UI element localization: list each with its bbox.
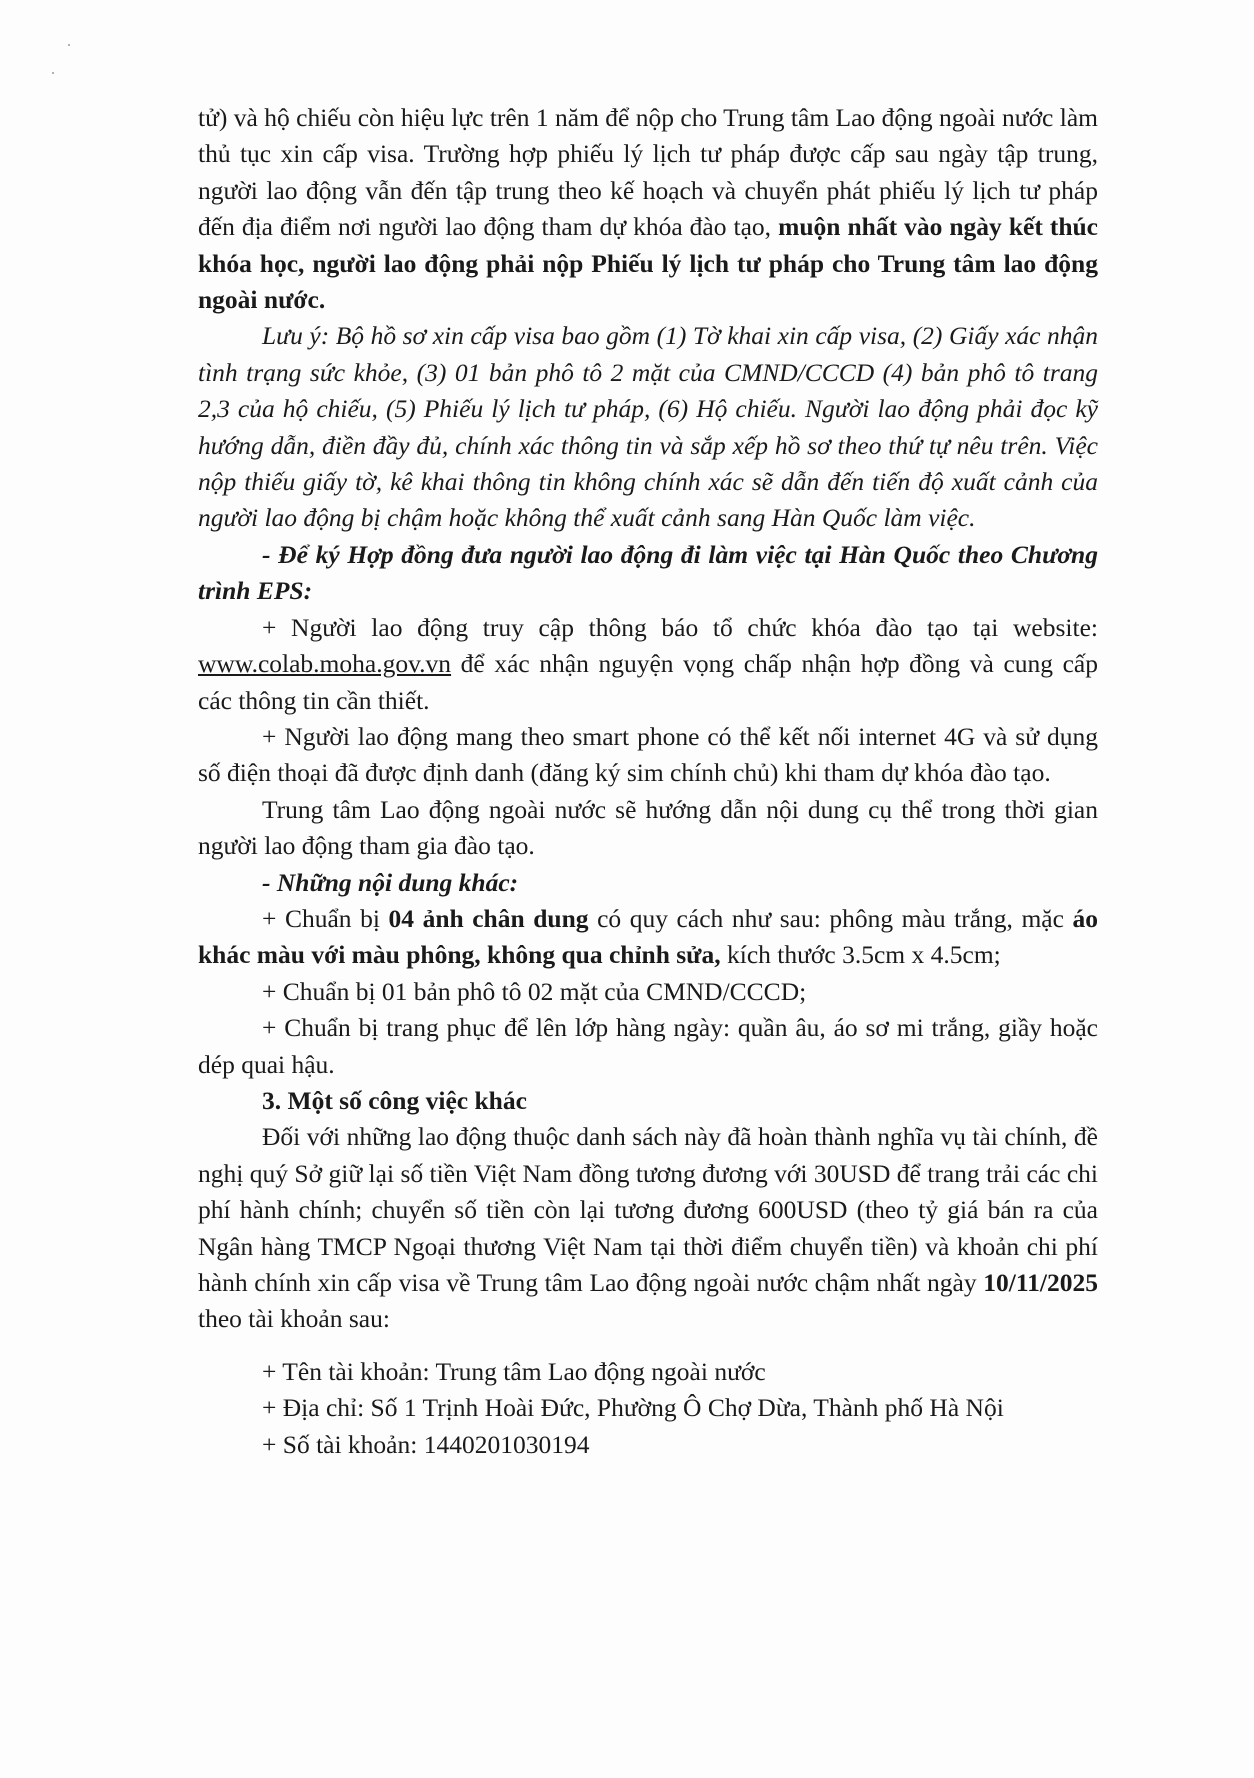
visa-note: Lưu ý: Bộ hồ sơ xin cấp visa bao gồm (1) Tờ khai xin cấp visa, (2) Giấy xác nhận tình trạng sức khỏe, (3) 01 bản phô tô 2 mặt của CMND/CCCD (4) bản phô tô trang 2,3 của hộ chiếu, (5) Phiếu lý lịch tư pháp, (6) Hộ chiếu. Người lao động phải đọc kỹ hướng dẫn, điền đầy đủ, chính xác thông tin và sắp xếp hồ sơ theo thứ tự nêu trên. Việc nộp thiếu giấy tờ, kê khai thông tin không chính xác sẽ dẫn đến tiến độ xuất cảnh của người lao động bị chậm hoặc không thể xuất cảnh sang Hàn Quốc làm việc.	[198, 321, 1098, 533]
item-text: + Chuẩn bị	[262, 903, 389, 933]
paragraph-text: tử) và hộ chiếu còn hiệu lực trên 1 năm để nộp cho Trung tâm Lao động ngoài nước làm thủ tục xin cấp visa. Trường hợp phiếu lý lịch tư pháp được cấp sau ngày tập trung, người lao động vẫn đến tập trung theo kế hoạch và chuyển phát phiếu lý lịch tư pháp đến địa điểm nơi người lao động tham dự khóa đào tạo,	[198, 103, 1098, 242]
paragraph-text: Đối với những lao động thuộc danh sách này đã hoàn thành nghĩa vụ tài chính, đề nghị quý Sở giữ lại số tiền Việt Nam đồng tương đương với 30USD để trang trải các chi phí hành chính; chuyển số tiền còn lại tương đương 600USD (theo tỷ giá bán ra của Ngân hàng TMCP Ngoại thương Việt Nam tại thời điểm chuyển tiền) và khoản chi phí hành chính xin cấp visa về Trung tâm Lao động ngoài nước chậm nhất ngày	[198, 1122, 1098, 1297]
deadline-date: 10/11/2025	[983, 1268, 1098, 1297]
paragraph-judicial-record	[198, 100, 1098, 318]
eps-item-text: để xác nhận nguyện vọng chấp nhận hợp đồng và cung cấp các thông tin cần thiết.	[198, 649, 1098, 715]
account-name: + Tên tài khoản: Trung tâm Lao động ngoài nước	[262, 1356, 766, 1386]
item-text: kích thước 3.5cm x 4.5cm;	[720, 940, 1001, 970]
eps-heading: - Để ký Hợp đồng đưa người lao động đi làm việc tại Hàn Quốc theo Chương trình EPS:	[198, 539, 1098, 606]
other-item-photos	[198, 901, 1098, 974]
guidance-paragraph: Trung tâm Lao động ngoài nước sẽ hướng dẫn nội dung cụ thể trong thời gian người lao động tham gia đào tạo.	[198, 794, 1098, 861]
item-text: có quy cách như sau: phông màu trắng, mặc	[588, 903, 1073, 933]
eps-item-website	[198, 610, 1098, 719]
other-content-heading: - Những nội dung khác:	[262, 867, 519, 897]
other-item-clothing: + Chuẩn bị trang phục để lên lớp hàng ngày: quần âu, áo sơ mi trắng, giầy hoặc dép quai hậu.	[198, 1013, 1098, 1079]
scan-speck	[52, 72, 54, 74]
eps-item-smartphone: + Người lao động mang theo smart phone có thể kết nối internet 4G và sử dụng số điện thoại đã được định danh (đăng ký sim chính chủ) khi tham dự khóa đào tạo.	[198, 721, 1098, 788]
section-3-heading: 3. Một số công việc khác	[262, 1085, 527, 1115]
item-emphasis: áo khác màu với màu phông, không qua chỉnh sửa,	[198, 903, 1099, 970]
deadline-emphasis: muộn nhất vào ngày kết thúc khóa học, người lao động phải nộp Phiếu lý lịch tư pháp cho Trung tâm lao động ngoài nước.	[198, 212, 1099, 315]
colab-website-link[interactable]: www.colab.moha.gov.vn	[198, 649, 452, 679]
document-body	[198, 100, 1098, 1463]
paragraph-text: theo tài khoản sau:	[198, 1304, 390, 1334]
eps-item-text: + Người lao động truy cập thông báo tổ chức khóa đào tạo tại website:	[262, 612, 1098, 642]
item-emphasis: 04 ảnh chân dung	[388, 903, 589, 933]
account-address: + Địa chỉ: Số 1 Trịnh Hoài Đức, Phường Ô Chợ Dừa, Thành phố Hà Nội	[262, 1393, 1004, 1423]
other-item-id-copy: + Chuẩn bị 01 bản phô tô 02 mặt của CMND/CCCD;	[262, 976, 807, 1006]
account-number: + Số tài khoản: 1440201030194	[262, 1429, 590, 1459]
scan-speck	[68, 44, 70, 46]
section-3-paragraph	[198, 1119, 1098, 1337]
